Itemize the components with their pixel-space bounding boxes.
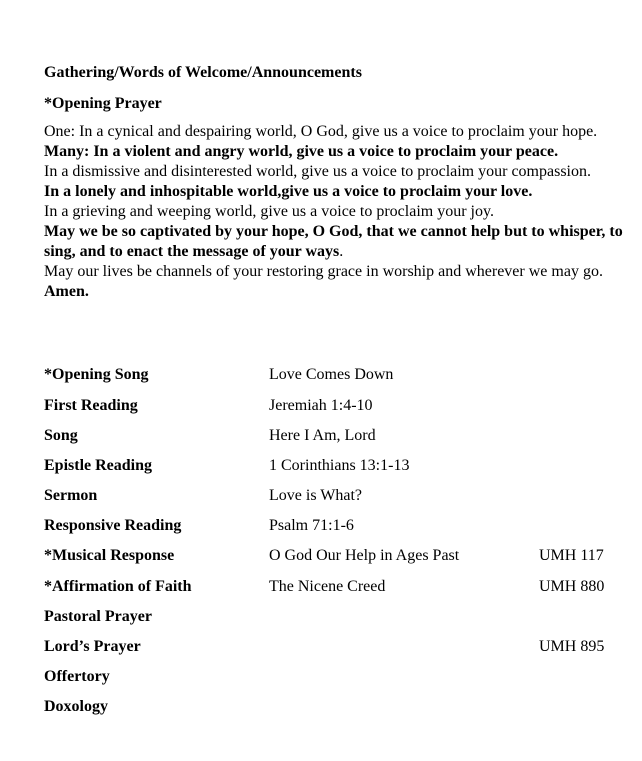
order-label: *Opening Song	[44, 366, 149, 383]
order-item: O God Our Help in Ages Past	[269, 547, 460, 564]
order-item: Here I Am, Lord	[269, 427, 376, 444]
gathering-heading: Gathering/Words of Welcome/Announcements	[44, 64, 362, 81]
order-label: Pastoral Prayer	[44, 608, 152, 625]
order-item: Psalm 71:1-6	[269, 517, 354, 534]
order-row-affirmation-of-faith	[0, 576, 642, 600]
order-label: Responsive Reading	[44, 517, 182, 534]
order-row-musical-response	[0, 545, 642, 569]
order-label: *Affirmation of Faith	[44, 578, 192, 595]
order-row-sermon	[0, 485, 642, 509]
prayer-amen: Amen.	[44, 283, 89, 300]
order-item: The Nicene Creed	[269, 578, 386, 595]
order-label: Song	[44, 427, 78, 444]
order-label: Epistle Reading	[44, 457, 153, 474]
prayer-line-6-bold: May we be so captivated by your hope, O God, that we cannot help but to whisper, to sing, and to enact the message of your ways	[44, 223, 623, 260]
order-row-doxology	[0, 696, 642, 720]
order-row-song	[0, 425, 642, 449]
order-row-offertory	[0, 666, 642, 690]
prayer-line-7	[44, 262, 624, 302]
order-item: Love Comes Down	[269, 366, 394, 383]
order-row-opening-song	[0, 364, 642, 388]
order-item: 1 Corinthians 13:1-13	[269, 457, 410, 474]
order-hymn: UMH 117	[539, 547, 604, 564]
prayer-line-3: In a dismissive and disinterested world, give us a voice to proclaim your compassion.	[44, 163, 591, 180]
order-row-pastoral-prayer	[0, 606, 642, 630]
order-label: First Reading	[44, 397, 138, 414]
order-row-first-reading	[0, 395, 642, 419]
prayer-line-1: One: In a cynical and despairing world, O God, give us a voice to proclaim your hope.	[44, 123, 598, 140]
opening-prayer-heading: *Opening Prayer	[44, 95, 162, 112]
order-row-epistle-reading	[0, 455, 642, 479]
order-item: Love is What?	[269, 487, 363, 504]
order-hymn: UMH 880	[539, 578, 605, 595]
prayer-line-4: In a lonely and inhospitable world,give us a voice to proclaim your love.	[44, 183, 533, 200]
order-label: Lord’s Prayer	[44, 638, 141, 655]
prayer-line-5: In a grieving and weeping world, give us a voice to proclaim your joy.	[44, 203, 494, 220]
prayer-line-6	[44, 222, 624, 262]
order-row-responsive-reading	[0, 515, 642, 539]
prayer-line-2: Many: In a violent and angry world, give us a voice to proclaim your peace.	[44, 143, 559, 160]
prayer-line-6-end: .	[339, 243, 344, 260]
order-label: *Musical Response	[44, 547, 175, 564]
prayer-line-7-text: May our lives be channels of your restoring grace in worship and wherever we may go.	[44, 263, 603, 280]
order-label: Sermon	[44, 487, 98, 504]
order-item: Jeremiah 1:4-10	[269, 397, 373, 414]
opening-prayer-text	[44, 122, 624, 302]
order-label: Offertory	[44, 668, 110, 685]
order-row-lords-prayer	[0, 636, 642, 660]
order-hymn: UMH 895	[539, 638, 605, 655]
order-label: Doxology	[44, 698, 108, 715]
